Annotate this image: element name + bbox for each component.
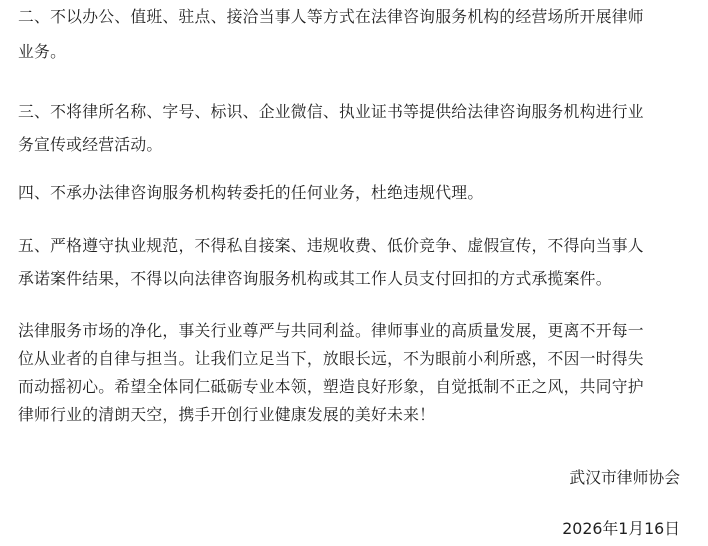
paragraph-3-line-1: 三、不将律所名称、字号、标识、企业微信、执业证书等提供给法律咨询服务机构进行业 (18, 102, 644, 121)
signature-organization: 武汉市律师协会 (569, 468, 680, 487)
paragraph-5-line-1: 五、严格遵守执业规范，不得私自接案、违规收费、低价竞争、虚假宣传，不得向当事人 (18, 236, 644, 255)
paragraph-5-line-2: 承诺案件结果，不得以向法律咨询服务机构或其工作人员支付回扣的方式承揽案件。 (18, 269, 612, 288)
closing-paragraph-line-4: 律师行业的清朗天空，携手开创行业健康发展的美好未来！ (18, 405, 436, 424)
paragraph-2-line-2: 业务。 (18, 42, 67, 61)
closing-paragraph-line-1: 法律服务市场的净化，事关行业尊严与共同利益。律师事业的高质量发展，更离不开每一 (18, 321, 644, 340)
paragraph-3-line-2: 务宣传或经营活动。 (18, 135, 163, 154)
paragraph-4-line-1: 四、不承办法律咨询服务机构转委托的任何业务，杜绝违规代理。 (18, 183, 484, 202)
signature-date: 2026年1月16日 (562, 519, 680, 538)
closing-paragraph-line-3: 而动摇初心。希望全体同仁砥砺专业本领，塑造良好形象，自觉抵制不正之风，共同守护 (18, 377, 644, 396)
closing-paragraph-line-2: 位从业者的自律与担当。让我们立足当下，放眼长远，不为眼前小利所惑，不因一时得失 (18, 349, 644, 368)
paragraph-2-line-1: 二、不以办公、值班、驻点、接洽当事人等方式在法律咨询服务机构的经营场所开展律师 (18, 7, 644, 26)
